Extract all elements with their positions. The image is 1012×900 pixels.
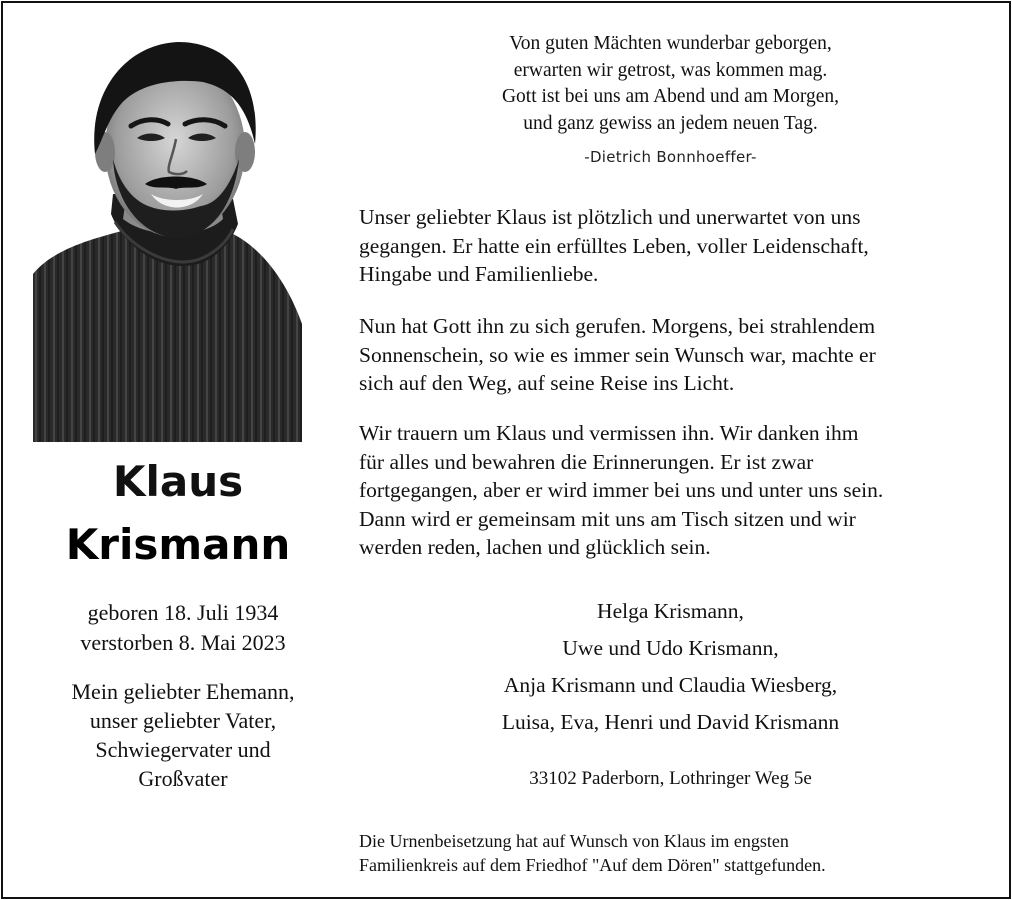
paragraph-line: Unser geliebter Klaus ist plötzlich und unerwartet von uns bbox=[359, 205, 861, 229]
family-member-line: Anja Krismann und Claudia Wiesberg, bbox=[503, 673, 838, 697]
family-signature bbox=[423, 593, 918, 741]
paragraph-line: Nun hat Gott ihn zu sich gerufen. Morgens, bei strahlendem bbox=[359, 314, 876, 338]
paragraph-line: Sonnenschein, so wie es immer sein Wunsch war, machte er bbox=[359, 342, 876, 367]
paragraph-line: werden reden, lachen und glücklich sein. bbox=[359, 535, 711, 559]
paragraph-line: Hingabe und Familienliebe. bbox=[359, 262, 599, 286]
life-dates bbox=[33, 598, 333, 658]
poem-line: und ganz gewiss an jedem neuen Tag. bbox=[523, 112, 818, 134]
relation-text bbox=[33, 677, 333, 793]
poem-line: Von guten Mächten wunderbar geborgen, bbox=[509, 33, 832, 54]
poem-author: -Dietrich Bonnhoeffer- bbox=[584, 148, 757, 166]
address: 33102 Paderborn, Lothringer Weg 5e bbox=[529, 768, 812, 789]
paragraph-line: gegangen. Er hatte ein erfülltes Leben, voller Leidenschaft, bbox=[359, 233, 869, 258]
burial-note-line: Familienkreis auf dem Friedhof "Auf dem Dören" stattgefunden. bbox=[359, 855, 826, 875]
family-member-line: Helga Krismann, bbox=[597, 599, 744, 623]
relation-line: Großvater bbox=[138, 766, 228, 791]
poem-line: Gott ist bei uns am Abend und am Morgen, bbox=[501, 86, 840, 107]
paragraph-line: für alles und bewahren die Erinnerungen. Er ist zwar bbox=[359, 449, 814, 474]
birth-date: geboren 18. Juli 1934 bbox=[87, 600, 279, 625]
relation-line: unser geliebter Vater, bbox=[89, 708, 277, 733]
family-member-line: Luisa, Eva, Henri und David Krismann bbox=[501, 710, 840, 734]
poem-line: erwarten wir getrost, was kommen mag. bbox=[513, 59, 828, 81]
last-name: Krismann bbox=[65, 520, 291, 569]
portrait-illustration bbox=[33, 34, 302, 442]
relation-line: Schwiegervater und bbox=[95, 737, 271, 762]
burial-note-line: Die Urnenbeisetzung hat auf Wunsch von Klaus im engsten bbox=[359, 831, 789, 851]
burial-note bbox=[359, 829, 999, 877]
portrait-photo bbox=[33, 34, 302, 442]
poem bbox=[423, 31, 918, 137]
paragraph-line: sich auf den Weg, auf seine Reise ins Licht. bbox=[359, 371, 735, 395]
relation-line: Mein geliebter Ehemann, bbox=[71, 679, 295, 704]
paragraph-2 bbox=[359, 312, 999, 398]
death-date: verstorben 8. Mai 2023 bbox=[80, 630, 286, 655]
paragraph-line: Wir trauern um Klaus und vermissen ihn. Wir danken ihm bbox=[359, 421, 859, 445]
paragraph-line: Dann wird er gemeinsam mit uns am Tisch sitzen und wir bbox=[359, 506, 856, 531]
obituary-notice bbox=[1, 1, 1011, 899]
paragraph-1 bbox=[359, 203, 999, 289]
paragraph-line: fortgegangen, aber er wird immer bei uns und unter uns sein. bbox=[359, 478, 884, 502]
paragraph-3 bbox=[359, 419, 999, 562]
first-name: Klaus bbox=[112, 457, 244, 506]
family-member-line: Uwe und Udo Krismann, bbox=[562, 636, 779, 660]
